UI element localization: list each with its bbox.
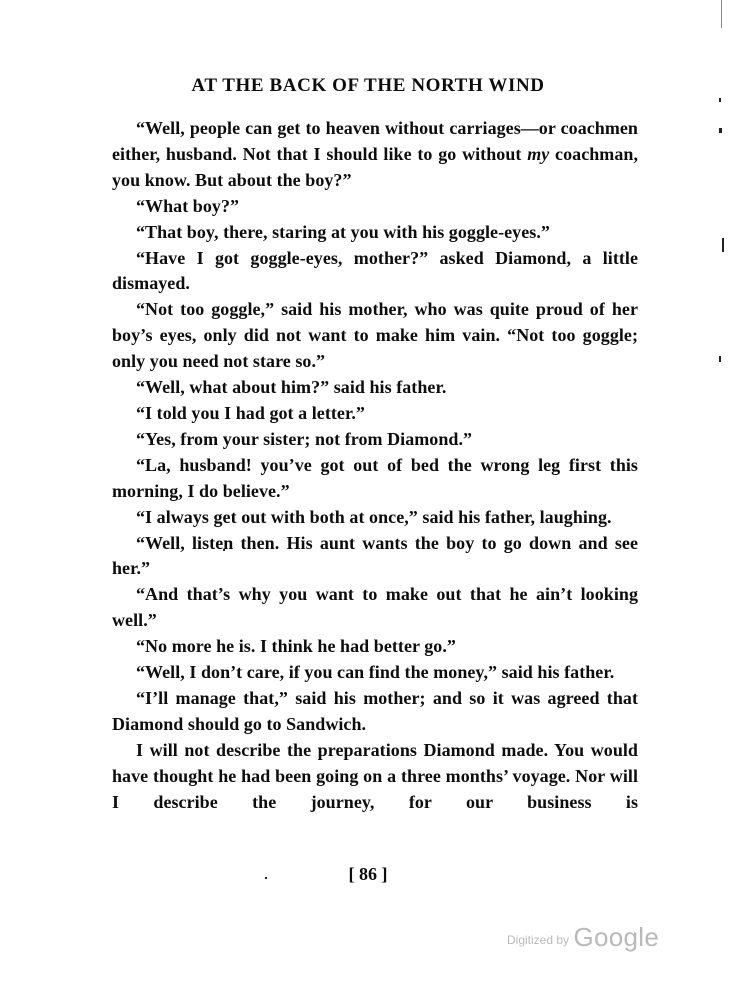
paragraph: “I’ll manage that,” said his mother; and so it was agreed that Diamond should go to Sandwich. xyxy=(112,687,638,734)
page-edge-line xyxy=(721,0,722,28)
paragraph: “Well, listen then. His aunt wants the boy to go down and see her.” xyxy=(112,532,638,579)
paragraph: “Well, people can get to heaven without carriages—or coachmen either, husband. Not that I should like to go without my coachman, you know. But about the boy?” xyxy=(112,118,638,190)
paragraph: “What boy?” xyxy=(136,195,240,216)
paragraph: “Well, what about him?” said his father. xyxy=(136,377,447,398)
paragraph: I will not describe the preparations Diamond made. You would have thought he had been going on a three months’ voyage. Nor will I describe the journey, for our business is xyxy=(112,739,638,812)
scan-speck xyxy=(719,128,722,133)
paragraph: “I told you I had got a letter.” xyxy=(136,402,365,423)
watermark-prefix: Digitized by xyxy=(507,933,570,947)
paragraph: “That boy, there, staring at you with his goggle-eyes.” xyxy=(136,221,550,242)
paragraph: “Yes, from your sister; not from Diamond.” xyxy=(136,428,473,449)
scan-speck xyxy=(719,98,721,102)
paragraph: “Well, I don’t care, if you can find the money,” said his father. xyxy=(136,662,615,683)
scan-speck xyxy=(719,356,721,362)
digitized-watermark xyxy=(507,922,659,953)
paragraph: “Have I got goggle-eyes, mother?” asked Diamond, a little dismayed. xyxy=(112,247,638,294)
paragraph: “La, husband! you’ve got out of bed the wrong leg first this morning, I do believe.” xyxy=(112,454,638,501)
running-header: AT THE BACK OF THE NORTH WIND xyxy=(191,75,545,96)
paragraph: “And that’s why you want to make out that he ain’t looking well.” xyxy=(112,584,638,631)
paragraph: “Not too goggle,” said his mother, who was quite proud of her boy’s eyes, only did not want to make him vain. “Not too goggle; only you need not stare so.” xyxy=(112,299,638,372)
watermark-brand: Google xyxy=(573,922,660,952)
scan-speck xyxy=(722,238,724,252)
paragraph: “I always get out with both at once,” said his father, laughing. xyxy=(136,506,612,527)
paragraph: “No more he is. I think he had better go.” xyxy=(136,636,456,657)
page-number: [ 86 ] xyxy=(348,864,388,884)
body-text xyxy=(112,116,638,815)
